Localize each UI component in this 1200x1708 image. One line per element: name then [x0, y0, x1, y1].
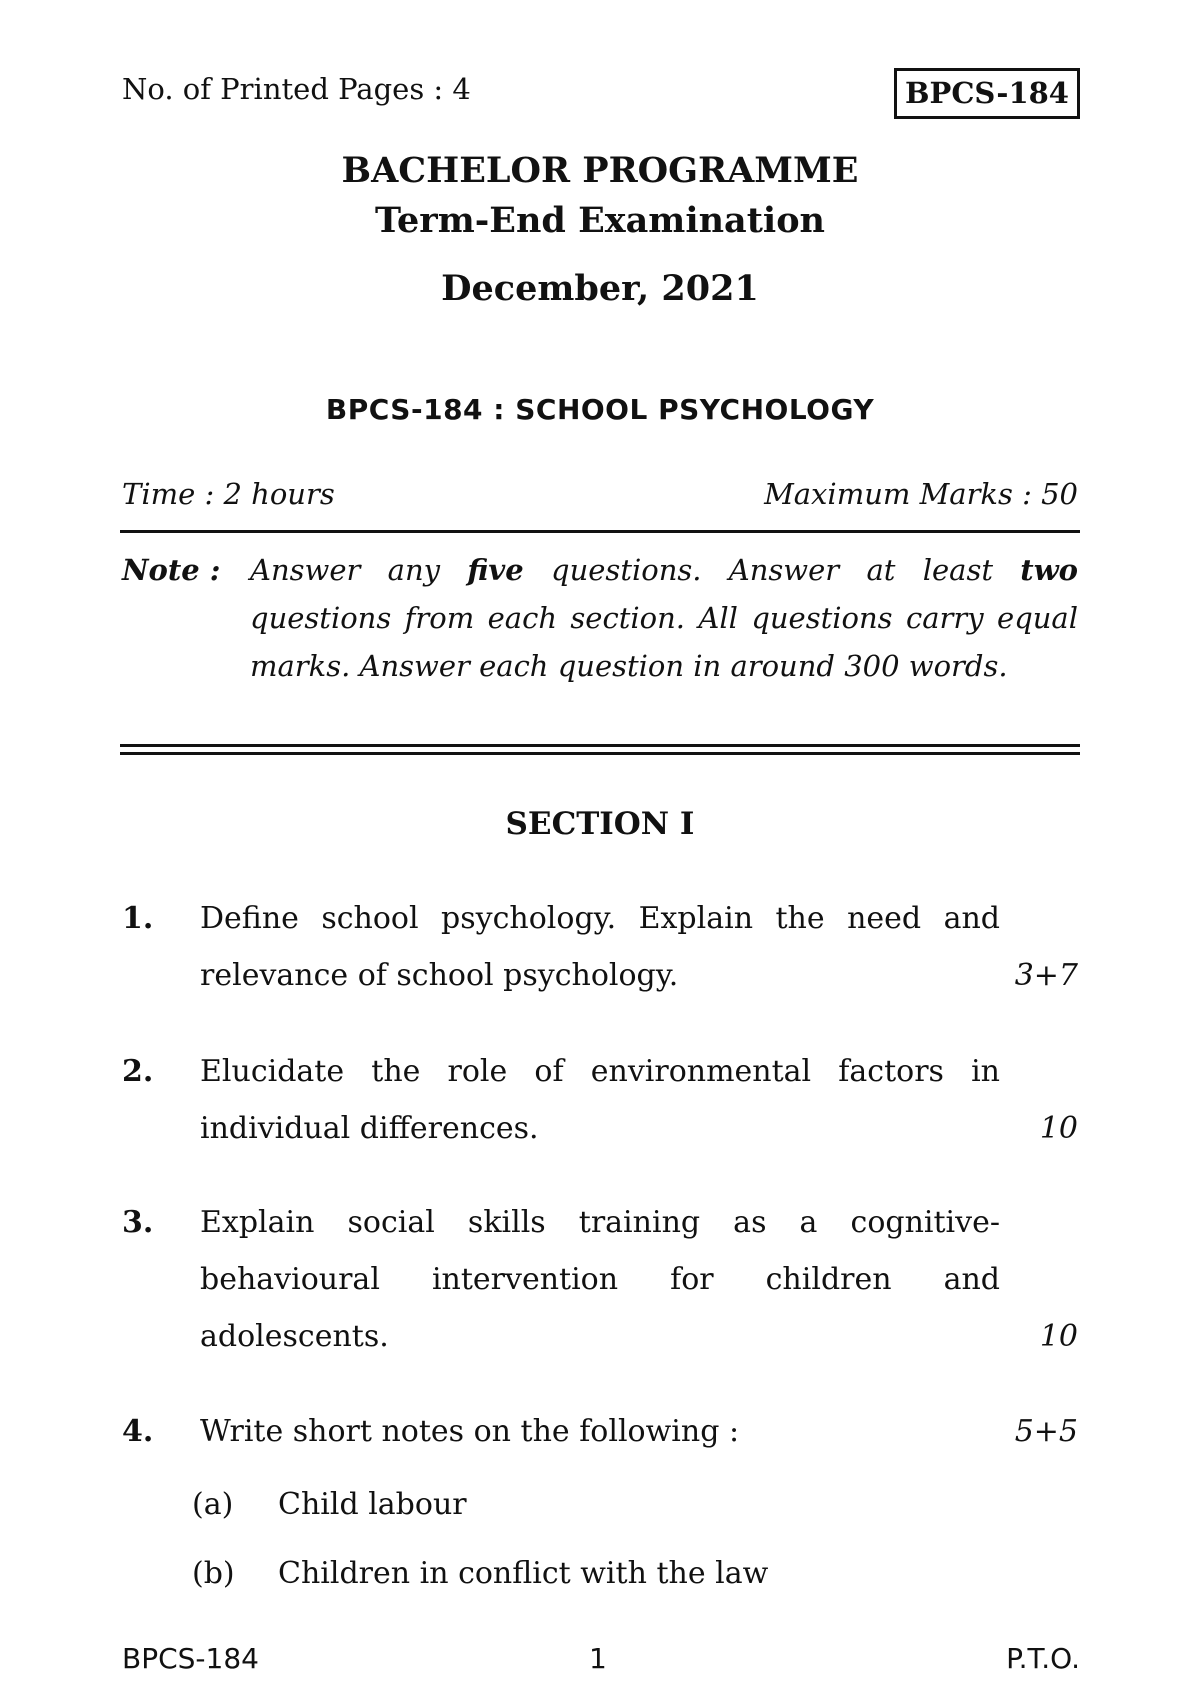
question-2 [122, 1043, 1078, 1157]
question-marks: 5+5 [1014, 1414, 1078, 1449]
question-marks: 3+7 [1014, 958, 1078, 993]
note-body [250, 546, 1078, 690]
question-marks: 10 [1039, 1111, 1078, 1146]
maximum-marks: Maximum Marks : 50 [764, 477, 1078, 511]
question-number: 4. [122, 1414, 154, 1449]
question-marks: 10 [1039, 1319, 1078, 1354]
question-number: 3. [122, 1205, 154, 1240]
question-text: Write short notes on the following : [200, 1414, 740, 1449]
part-label: (a) [192, 1487, 234, 1522]
time-marks-row [122, 477, 1078, 511]
exam-title: Term-End Examination [374, 200, 825, 241]
programme-title: BACHELOR PROGRAMME [341, 150, 859, 191]
question-text: Define school psychology. Explain the need and relevance of school psychology. [200, 901, 1000, 993]
footer-pto: P.T.O. [1006, 1642, 1080, 1675]
note-emphasis: two [1020, 553, 1078, 587]
question-text: Elucidate the role of environmental factors in individual differences. [200, 1054, 1000, 1146]
section-heading: SECTION I [505, 806, 695, 842]
course-title: BPCS-184 : SCHOOL PSYCHOLOGY [325, 393, 875, 426]
double-divider-top [120, 744, 1080, 747]
exam-date: December, 2021 [441, 268, 759, 309]
part-text: Children in conflict with the law [278, 1556, 769, 1591]
note-emphasis: five [467, 553, 524, 587]
question-4-part-b [192, 1556, 768, 1591]
footer-code: BPCS-184 [122, 1642, 259, 1675]
part-text: Child labour [278, 1487, 467, 1522]
double-divider-bottom [120, 752, 1080, 755]
time-allowed: Time : 2 hours [122, 477, 335, 511]
instructions-note [122, 546, 1078, 690]
divider [120, 530, 1080, 533]
question-number: 2. [122, 1054, 154, 1089]
question-4-part-a [192, 1487, 467, 1522]
note-label: Note : [122, 553, 221, 587]
question-text: Explain social skills training as a cognitive-behavioural intervention for children and adolescents. [200, 1205, 1000, 1354]
question-number: 1. [122, 901, 154, 936]
question-4 [122, 1403, 1078, 1460]
note-text: Answer any [250, 553, 468, 587]
question-1 [122, 890, 1078, 1004]
printed-pages: No. of Printed Pages : 4 [122, 72, 471, 106]
footer-page-number: 1 [589, 1642, 607, 1675]
note-text: questions. Answer at least [523, 553, 1021, 587]
part-label: (b) [192, 1556, 235, 1591]
question-3 [122, 1194, 1078, 1365]
note-text: questions from each section. All questions carry equal marks. Answer each question in around 300 words. [250, 601, 1078, 683]
course-code-box: BPCS-184 [894, 68, 1080, 119]
